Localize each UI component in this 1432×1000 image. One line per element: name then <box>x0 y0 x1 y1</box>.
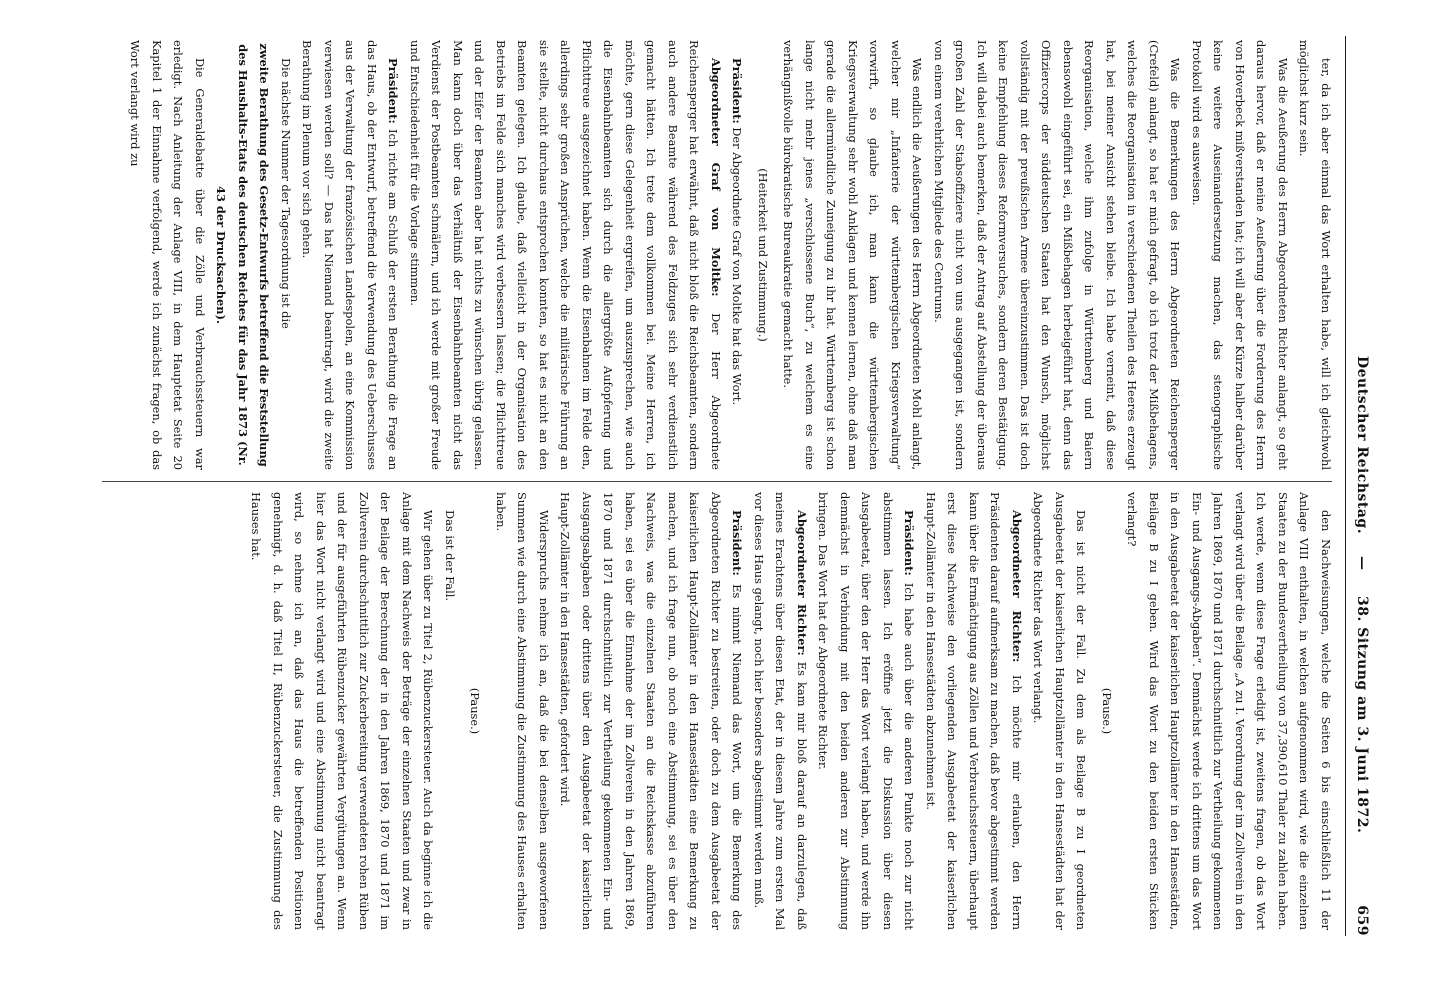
paragraph <box>1186 40 1294 470</box>
speaker-name: Präsident: <box>730 510 745 576</box>
stage-direction <box>1096 492 1118 930</box>
speaker-name: Abgeordneter Graf von Moltke: <box>709 58 723 297</box>
page-number: 659 <box>1354 905 1370 936</box>
paragraph-text: Was die Aeußerung des Herrn Abgeordneten Richter anlangt, so geht daraus hervor, daß er meine Aeußerung über die Forderung des Herrn von Hoverbeck mißverstanden hat; ich will aber der Kürze halber darüber keine weitere Auseinandersetzung machen, das stenographische Protokoll wird es ausweisen. <box>1190 40 1290 470</box>
paragraph-text: Ich habe auch über die anderen Punkte noch zur nicht abstimmen lassen. Ich eröffne jetzt die Diskussion über diesen Ausgabeetat, über den der Herr das Wort verlangt haben, und werde ihn demnächst in Verbindung mit den beiden anderen zur Abstimmung bringen. Das Wort hat der Abgeordnete Richter. <box>816 492 917 930</box>
paragraph <box>439 492 461 930</box>
paragraph-text: (Heiterkeit und Zustimmung.) <box>756 168 770 342</box>
speaker-name: Präsident: <box>386 58 401 124</box>
paragraph <box>777 40 928 470</box>
speaker-name: Präsident: <box>902 510 917 576</box>
stage-direction <box>464 492 486 930</box>
left-column <box>96 40 1336 470</box>
paragraph-text: zweite Berathung des Gesetz-Entwurfs betreffend die Feststellung des Haushalts-Etats des deutschen Reiches für das Jahr 1873 (Nr. 43 der Drucksachen). <box>214 43 272 467</box>
paragraph-text: Widerspruchs nehme ich an, daß die bei denselben ausgeworfenen Summen wie durch eine Abstimmung die Zustimmung des Hauses erhalten haben. <box>494 492 551 930</box>
header-title: Deutscher Reichstag. <box>1354 356 1370 535</box>
page-header <box>1345 36 1372 936</box>
speaker-name: Abgeordneter Richter: <box>795 510 809 656</box>
paragraph <box>920 492 1028 930</box>
paragraph-text: (Pause.) <box>1100 687 1114 735</box>
paragraph-text: Ich richte am Schluß der ersten Berathung die Frage an das Haus, ob der Entwurf, betreffend die Verwendung des Ueberschusses aus der Verwaltung der französischen Landespolen, an eine Kommission verwiesen werden soll? — Das hat Niemand beantragt, wird die zweite Berathung im Plenum vor sich gehen. <box>300 40 401 470</box>
paragraph-text: Die nächste Nummer der Tagesordnung ist die <box>279 58 293 329</box>
paragraph-text: Wir gehen über zu Titel 2, Rübenzuckersteuer. Auch da beginne ich die Anlage mit dem Nachweis der Beträge der einzelnen Staaten und zwar in der Beilage der Berechnung der in den Jahren 1869, 1870 und 1871 im Zollverein durchschnittlich zur Zuckerbereitung verwendeten rohen Rüben und der für ausgeführten Rübenzucker gewährten Vergütungen an. Wenn hier das Wort nicht verlangt wird und eine Abstimmung nicht beantragt wird, so nehme ich an, daß das Haus die betreffenden Positionen genehmigt, d. h. daß Titel II, Rübenzuckersteuer, die Zustimmung des Hauses hat. <box>249 492 436 930</box>
header-session: 38. Sitzung am 3. Juni 1872. <box>1354 596 1370 834</box>
paragraph <box>812 492 920 930</box>
paragraph <box>726 40 748 470</box>
column-divider <box>102 481 1332 482</box>
paragraph-text: Was endlich die Aeußerungen des Herrn Abgeordneten Mohl anlangt, welcher mir „Infanterie der württembergischen Kriegsverwaltung“ vorwirft, so glaube ich, man kann die württembergischen Kriegsverwaltung sehr wohl Anklagen und kennen lernen, ohne daß man gerade die allermündliche Zuneigung zu ihr hat. Württemberg ist schon lange nicht mehr jenes „verschlossene Buch“, zu welchem es eine verhängnißvolle bürokratische Bureaukratie gemacht hatte. <box>781 40 925 470</box>
paragraph <box>124 40 210 470</box>
paragraph-text: ter, da ich aber einmal das Wort erhalten habe, will ich gleichwohl möglichst kurz sein. <box>1297 40 1333 470</box>
paragraph-text: Ich möchte mir erlauben, den Herrn Präsidenten darauf aufmerksam zu machen, daß bevor abgestimmt werden kann über die Ermächtigung aus Zöllen und Verbrauchssteuern, überhaupt erst diese Nachweise den vorliegenden Ausgabeetat der kaiserlichen Haupt-Zollämter in den Hansestädten abzunehmen ist. <box>924 492 1024 930</box>
paragraph <box>1027 492 1092 930</box>
paragraph-text: Der Abgeordnete Graf von Moltke hat das Wort. <box>730 127 745 406</box>
paragraph-text: Das ist der Fall. <box>443 510 457 602</box>
right-column <box>96 492 1336 930</box>
paragraph-text: den Nachweisungen, welche die Seiten 6 bis einschließlich 11 der Anlage VIII enthalten, in welchen aufgenommen wird, wie die einzelnen Staaten zu der Bundesvertheilung von 37,390,610 Thaler zu zahlen haben. Ich werde, wenn diese Frage erledigt ist, zweitens fragen, ob das Wort verlangt wird über die Beilage „A zu I. Verordnung der im Zollverein in den Jahren 1869, 1870 und 1871 durchschnittlich zur Vertheilung gekommenen Ein- und Ausgangs-Abgaben“. Demnächst werde ich drittens um das Wort in den Ausgabeetat der kaiserlichen Hauptzollämter in den Hansestädten, Beilage B zu I geben. Wird das Wort zu den beiden ersten Stücken verlangt? <box>1125 492 1333 930</box>
paragraph <box>296 40 404 470</box>
stage-direction <box>752 40 774 470</box>
paragraph <box>245 492 439 930</box>
paragraph-text: Der Herr Abgeordnete Reichensperger hat erwähnt, daß nicht bloß die Reichsbeamten, sondern auch andere Beamte während des Feldzuges sich sehr verdienstlich gemacht hätten. Ich trete dem vollkommen bei. Meine Herren, ich möchte, gern diese Gelegenheit ergreifen, um auszusprechen, wie auch die Eisenbahnbeamten sich durch die allergrößte Aufopferung und Pflichttreue ausgezeichnet haben. Wenn die Eisenbahnen im Felde den, allerdings sehr großen Ansprüchen, welche die militärische Führung an sie stellte, nicht durchaus entsprochen konnten, so hat es nicht an den Beamten gelegen. Ich glaube, daß vielleicht in der Organisation des Betriebs im Felde sich manches wird verbessern lassen; die Pflichttreue und der Eifer der Beamten aber hat nichts zu wünschen übrig gelassen. Man kann doch über das Verhältniß der Eisenbahnbeamten nicht das Verdienst der Postbeamten schmälern, und ich werde mit großer Freude und Entschiedenheit für die Vorlage stimmen. <box>408 40 723 470</box>
paragraph <box>554 492 748 930</box>
paragraph <box>1121 492 1336 930</box>
paragraph <box>928 40 1186 470</box>
paragraph <box>1293 40 1336 470</box>
paragraph <box>275 40 297 470</box>
speaker-name: Abgeordneter Richter: <box>1010 510 1024 663</box>
paragraph-text: Es nimmt Niemand das Wort, um die Bemerkung des Abgeordneten Richter zu bestreiten, oder doch zu dem Ausgabeetat der kaiserlichen Haupt-Zollämter in den Hansestädten eine Bemerkung zu machen, und ich frage nun, ob noch eine Abstimmung, sei es über den Nachweis, was die einzelnen Staaten an die Reichskasse abzuführen haben, sei es über die Einnahme der im Zollverein in den Jahren 1869, 1870 und 1871 durchschnittlich zur Vertheilung gekommenen Ein- und Ausgangsabgaben oder drittens über den Ausgabeetat der kaiserlichen Haupt-Zollämter in den Hansestädten, gefordert wird. <box>558 492 745 930</box>
paragraph-text: Was die Bemerkungen des Herrn Abgeordneten Reichensperger (Crefeld) anlangt, so hat er mich gefragt, ob ich trotz der Mißbehagens, welches die Reorganisation in verschiedenen Theilen des Heeres erzeugt hat, bei meiner Ansicht stehen bleibe. Ich habe verneint, daß diese Reorganisation, welche ihm zufolge in Württemberg und Baiern ebensowohl eingeführt sei, ein Mißbehagen herbeigeführt hat, denn das Offiziercorps der süddeutschen Staaten hat den Wunsch, möglichst vollständig mit der preußischen Armee übereinzustimmen. Das ist doch keine Empfehlung dieses Reformversuches, sondern deren Bestätigung. Ich will dabei auch bemerken, daß der Antrag auf Abstellung der überaus großen Zahl der Stabsoffiziere nicht von uns ausgegangen ist, sondern von einem verehrlichen Mitgliede des Centrums. <box>932 40 1183 470</box>
paragraph <box>490 492 555 930</box>
paragraph-text: Das ist nicht der Fall. Zu dem als Beilage B zu I geordneten Ausgabeetat der kaiserlichen Hauptzollämter in den Hansestädten hat der Abgeordnete Richter das Wort verlangt. <box>1031 492 1089 930</box>
paragraph <box>748 492 813 930</box>
paragraph-text: Es kam mir bloß darauf an darzulegen, daß meines Erachtens über diesen Etat, der in diesem Jahre zum ersten Mal vor dieses Haus gelangt, noch hier besonders abgestimmt werden muß. <box>752 492 809 930</box>
speaker-name: Präsident: <box>730 58 745 124</box>
paragraph-text: (Pause.) <box>468 687 483 735</box>
paragraph-text: Die Generaldebatte über die Zölle und Verbrauchssteuern war erledigt. Nach Anleitung der Anlage VIII, in dem Hauptetat Seite 20 Kapitel 1 der Einnahme verfolgend, werde ich zunächst fragen, ob das Wort verlangt wird zu <box>128 40 207 470</box>
header-separator: — <box>1354 556 1370 571</box>
agenda-item <box>210 40 275 470</box>
paragraph <box>404 40 727 470</box>
